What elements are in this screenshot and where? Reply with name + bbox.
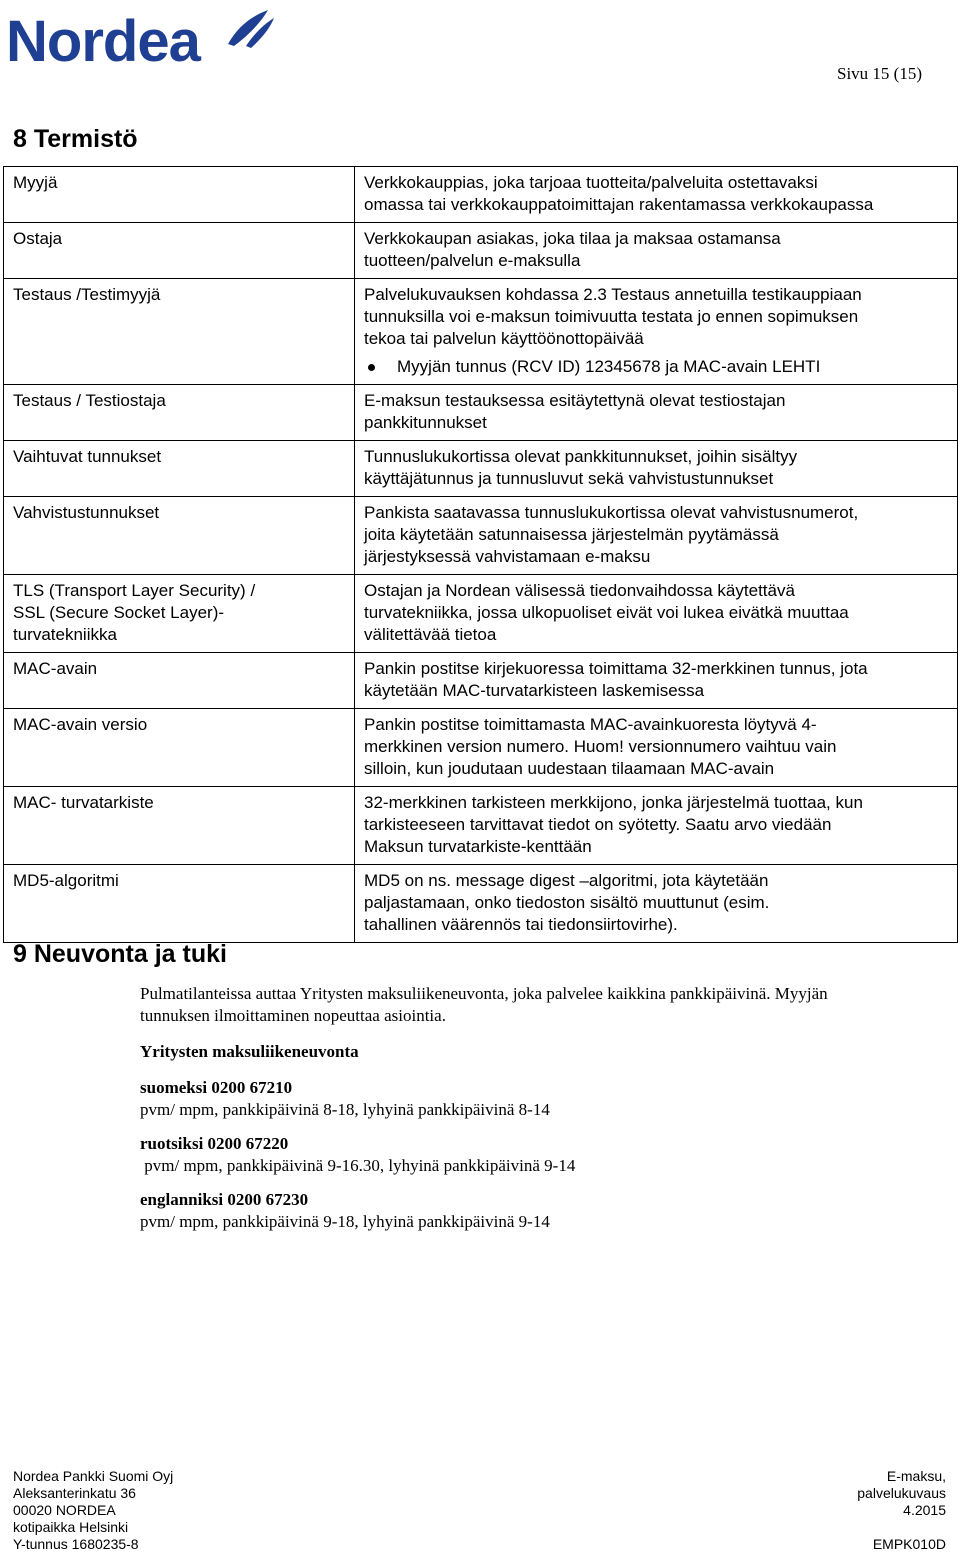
table-row — [4, 787, 958, 865]
bullet-item: Myyjän tunnus (RCV ID) 12345678 ja MAC-avain LEHTI — [364, 356, 949, 378]
footer-document-info: E-maksu, palvelukuvaus 4.2015 EMPK010D — [857, 1468, 946, 1552]
definition-cell: Tunnuslukukortissa olevat pankkitunnukset, joihin sisältyy käyttäjätunnus ja tunnusluvut sekä vahvistustunnukset — [355, 441, 958, 497]
definition-cell: E-maksun testauksessa esitäytettynä olevat testiostajan pankkitunnukset — [355, 385, 958, 441]
contact-hours: pvm/ mpm, pankkipäivinä 9-18, lyhyinä pankkipäivinä 9-14 — [140, 1212, 550, 1231]
term-cell: MAC-avain — [4, 653, 355, 709]
term-cell: TLS (Transport Layer Security) / SSL (Secure Socket Layer)- turvatekniikka — [4, 575, 355, 653]
definition-cell: Pankista saatavassa tunnuslukukortissa olevat vahvistusnumerot, joita käytetään satunnaisessa järjestelmän pyytämässä järjestyksessä vahvistamaan e-maksu — [355, 497, 958, 575]
term-cell: MAC-avain versio — [4, 709, 355, 787]
table-row — [4, 575, 958, 653]
definition-cell: Pankin postitse kirjekuoressa toimittama 32-merkkinen tunnus, jota käytetään MAC-turvatarkisteen laskemisessa — [355, 653, 958, 709]
term-cell: Vaihtuvat tunnukset — [4, 441, 355, 497]
definition-cell: MD5 on ns. message digest –algoritmi, jota käytetään paljastamaan, onko tiedoston sisältö muuttunut (esim. tahallinen väärennös tai tiedonsiirtovirhe). — [355, 865, 958, 943]
term-cell: Myyjä — [4, 167, 355, 223]
term-cell: Ostaja — [4, 223, 355, 279]
intro-text: Pulmatilanteissa auttaa Yritysten maksuliikeneuvonta, joka palvelee kaikkina pankkipäivinä. Myyjän — [140, 984, 828, 1003]
support-info — [140, 983, 940, 1233]
table-row — [4, 279, 958, 385]
contact-hours: pvm/ mpm, pankkipäivinä 8-18, lyhyinä pankkipäivinä 8-14 — [140, 1100, 550, 1119]
table-row — [4, 167, 958, 223]
term-cell: MD5-algoritmi — [4, 865, 355, 943]
intro-text: tunnuksen ilmoittaminen nopeuttaa asiointia. — [140, 1006, 446, 1025]
bullet-icon — [368, 364, 375, 371]
definition-cell: 32-merkkinen tarkisteen merkkijono, jonka järjestelmä tuottaa, kun tarkisteeseen tarvittavat tiedot on syötetty. Saatu arvo viedään Maksun turvatarkiste-kenttään — [355, 787, 958, 865]
page-number: Sivu 15 (15) — [837, 64, 922, 83]
service-name: Yritysten maksuliikeneuvonta — [140, 1042, 359, 1061]
contact-hours: pvm/ mpm, pankkipäivinä 9-16.30, lyhyinä pankkipäivinä 9-14 — [140, 1156, 576, 1175]
term-cell: Testaus /Testimyyjä — [4, 279, 355, 385]
table-row — [4, 865, 958, 943]
nordea-logo — [6, 4, 276, 66]
table-row — [4, 497, 958, 575]
contact-phone: ruotsiksi 0200 67220 — [140, 1134, 289, 1153]
table-row — [4, 653, 958, 709]
contact-phone: englanniksi 0200 67230 — [140, 1190, 309, 1209]
definition-cell: Verkkokaupan asiakas, joka tilaa ja maksaa ostamansa tuotteen/palvelun e-maksulla — [355, 223, 958, 279]
section-8-title: 8 Termistö — [13, 125, 138, 153]
definition-cell: Ostajan ja Nordean välisessä tiedonvaihdossa käytettävä turvatekniikka, jossa ulkopuoliset eivät voi lukea eivätkä muuttaa välitettävää tietoa — [355, 575, 958, 653]
table-row — [4, 223, 958, 279]
definition-cell: Pankin postitse toimittamasta MAC-avainkuoresta löytyvä 4- merkkinen version numero. Huom! versionnumero vaihtuu vain silloin, kun joudutaan uudestaan tilaamaan MAC-avain — [355, 709, 958, 787]
section-9-title: 9 Neuvonta ja tuki — [13, 940, 227, 968]
table-row — [4, 441, 958, 497]
term-cell: Vahvistustunnukset — [4, 497, 355, 575]
logo-text: Nordea — [6, 9, 200, 66]
definition-cell: Verkkokauppias, joka tarjoaa tuotteita/palveluita ostettavaksi omassa tai verkkokauppatoimittajan rakentamassa verkkokaupassa — [355, 167, 958, 223]
table-row — [4, 709, 958, 787]
footer-company-info: Nordea Pankki Suomi Oyj Aleksanterinkatu 36 00020 NORDEA kotipaikka Helsinki Y-tunnus 1680235-8 — [13, 1468, 174, 1552]
term-cell: MAC- turvatarkiste — [4, 787, 355, 865]
definition-cell: Palvelukuvauksen kohdassa 2.3 Testaus annetuilla testikauppiaan tunnuksilla voi e-maksun toimivuutta testata jo ennen sopimuksen tekoa tai palvelun käyttöönottopäivää Myyjän tunnus (RCV ID) 12345678 ja MAC-avain LEHTI — [355, 279, 958, 385]
terminology-table — [3, 166, 958, 943]
term-cell: Testaus / Testiostaja — [4, 385, 355, 441]
table-row — [4, 385, 958, 441]
contact-phone: suomeksi 0200 67210 — [140, 1078, 293, 1097]
sail-icon — [228, 10, 274, 48]
